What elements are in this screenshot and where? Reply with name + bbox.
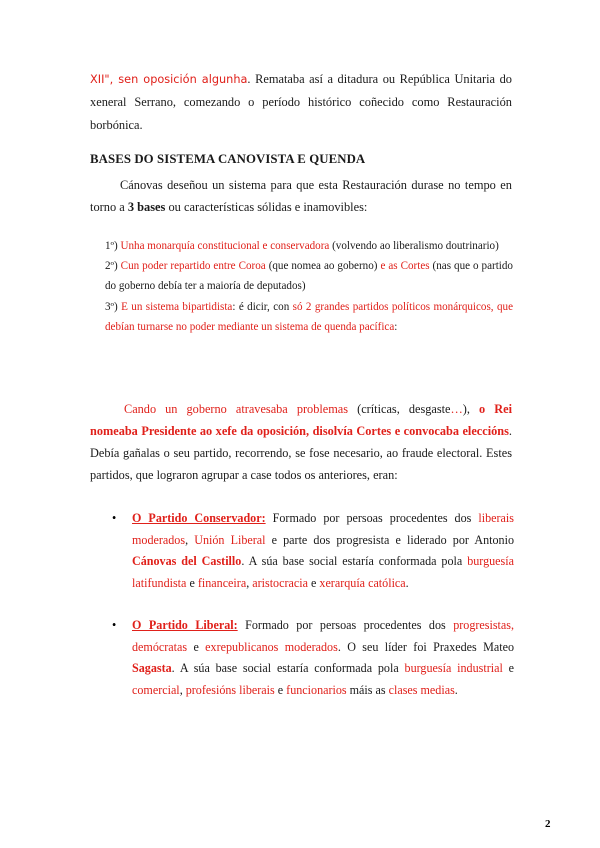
section-heading: BASES DO SISTEMA CANOVISTA E QUENDA [90,152,366,166]
bases-list [105,236,513,337]
page-number: 2 [545,818,551,830]
base-item-1: 1º) Unha monarquía constitucional e conservadora (volvendo ao liberalismo doutrinario) [105,240,499,252]
party-item-liberal: • O Partido Liberal: Formado por persoas procedentes dos progresistas, demócratas e exrepublicanos moderados. O seu líder foi Praxedes Mateo Sagasta. A súa base social estaría conformada pola burguesía industrial e comercial, profesións liberais e funcionarios máis as clases medias. [112,615,514,701]
intro-paragraph-continued: XII", sen oposición algunha. Remataba así a ditadura ou República Unitaria do xeneral Serrano, comezando o período histórico coñecido como Restauración borbónica. [90,72,512,132]
party-leader: Cánovas del Castillo [132,554,242,568]
party-title: O Partido Liberal: [132,618,238,632]
parties-list [112,508,514,701]
party-title: O Partido Conservador: [132,511,266,525]
party-leader: Sagasta [132,661,172,675]
quote-fragment: XII", sen oposición algunha [90,73,248,86]
bullet-icon: • [112,511,117,525]
base-item-2: 2º) Cun poder repartido entre Coroa (que nomea ao goberno) e as Cortes (nas que o partido do goberno debía ter a maioría de deputados) [105,260,513,293]
bases-intro-paragraph: Cánovas deseñou un sistema para que esta Restauración durase no tempo en torno a 3 bases ou características sólidas e inamovibles: [90,178,512,214]
quenda-paragraph: Cando un goberno atravesaba problemas (críticas, desgaste…), o Rei nomeaba Presidente ao xefe da oposición, disolvía Cortes e convocaba eleccións. Debía gañalas o seu partido, recorrendo, se fose necesario, ao fraude electoral. Estes partidos, que lograron agrupar a case todos os anteriores, eran: [90,402,512,482]
bullet-icon: • [112,618,117,632]
base-item-3: 3º) E un sistema bipartidista: é dicir, con só 2 grandes partidos políticos monárquicos, que debían turnarse no poder mediante un sistema de quenda pacífica: [105,300,513,333]
party-item-conservador: • O Partido Conservador: Formado por persoas procedentes dos liberais moderados, Unión Liberal e parte dos progresista e liderado por Antonio Cánovas del Castillo. A súa base social estaría conformada pola burguesía latifundista e financeira, aristocracia e xerarquía católica. [112,508,514,594]
